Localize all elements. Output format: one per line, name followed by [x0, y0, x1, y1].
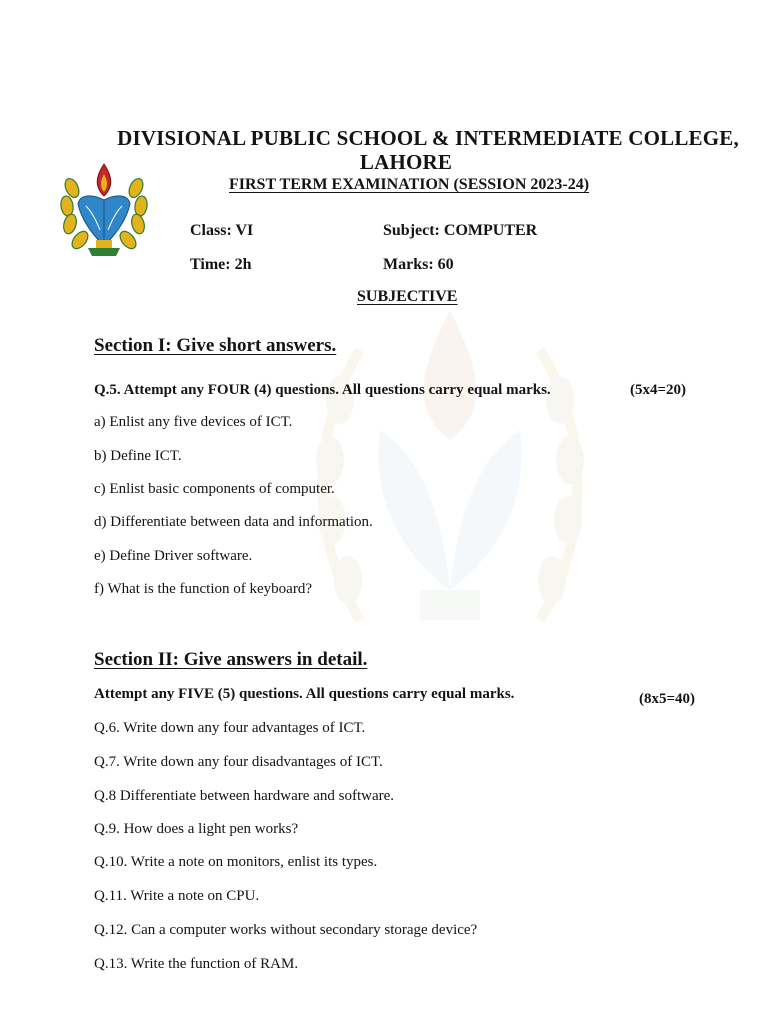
class-label: Class: VI [190, 222, 254, 239]
section2-question: Q.7. Write down any four disadvantages of ICT. [94, 754, 383, 770]
section1-marks: (5x4=20) [630, 382, 687, 398]
section2-question: Q.10. Write a note on monitors, enlist its types. [94, 854, 378, 870]
section1-question: c) Enlist basic components of computer. [94, 481, 335, 497]
school-name-line1: DIVISIONAL PUBLIC SCHOOL & INTERMEDIATE COLLEGE, [117, 126, 739, 150]
section2-question: Q.12. Can a computer works without secondary storage device? [94, 922, 478, 938]
section2-instruction: Attempt any FIVE (5) questions. All questions carry equal marks. [94, 686, 515, 702]
time-label: Time: 2h [190, 256, 252, 273]
school-name-line2: LAHORE [359, 150, 453, 174]
exam-title: FIRST TERM EXAMINATION (SESSION 2023-24) [229, 176, 590, 193]
section2-marks: (8x5=40) [639, 691, 696, 707]
section2-heading: Section II: Give answers in detail. [94, 649, 368, 670]
section1-question: f) What is the function of keyboard? [94, 581, 312, 597]
subject-label: Subject: COMPUTER [383, 222, 538, 239]
section1-instruction: Q.5. Attempt any FOUR (4) questions. All questions carry equal marks. [94, 382, 551, 398]
section1-question: e) Define Driver software. [94, 548, 253, 564]
section2-question: Q.6. Write down any four advantages of ICT. [94, 720, 366, 736]
section1-heading: Section I: Give short answers. [94, 335, 337, 356]
section1-question: d) Differentiate between data and information. [94, 514, 373, 530]
section1-question: b) Define ICT. [94, 448, 182, 464]
section2-question: Q.13. Write the function of RAM. [94, 956, 299, 972]
section2-question: Q.8 Differentiate between hardware and software. [94, 788, 394, 804]
paper-type: SUBJECTIVE [357, 288, 458, 305]
marks-label: Marks: 60 [383, 256, 454, 273]
section2-question: Q.9. How does a light pen works? [94, 821, 299, 837]
school-crest-icon [58, 160, 150, 260]
section1-question: a) Enlist any five devices of ICT. [94, 414, 293, 430]
school-crest-watermark-icon [300, 290, 600, 670]
section2-question: Q.11. Write a note on CPU. [94, 888, 260, 904]
